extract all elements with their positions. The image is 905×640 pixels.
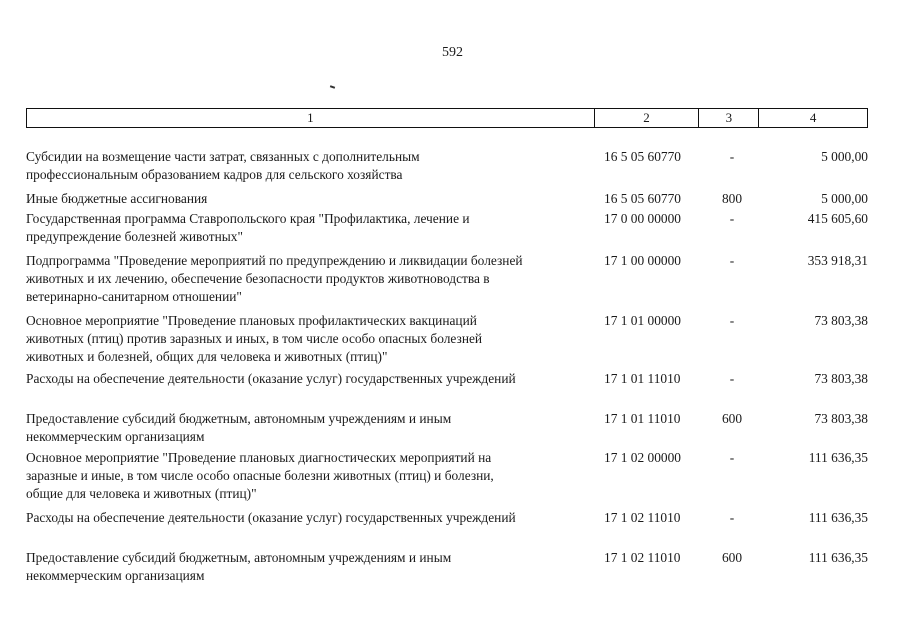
row-amount: 415 605,60 (807, 211, 868, 226)
row-code: 17 1 02 00000 (604, 450, 681, 465)
row-amount: 111 636,35 (808, 550, 868, 565)
row-type: - (729, 253, 735, 268)
row-type: - (729, 450, 735, 465)
header-col-1: 1 (27, 109, 595, 127)
row-type: - (729, 313, 735, 328)
row-code: 17 1 02 11010 (604, 510, 681, 525)
row-name: Основное мероприятие "Проведение плановых профилактических вакцинаций животных (птиц) против заразных и иных, в том числе особо опасных болезней животных и болезней, общих для человека и животных (птиц)" (26, 313, 483, 364)
row-code: 17 1 00 00000 (604, 253, 681, 268)
row-code: 17 1 02 11010 (604, 550, 681, 565)
row-code: 17 1 01 00000 (604, 313, 681, 328)
row-code: 17 0 00 00000 (604, 211, 681, 226)
row-code: 16 5 05 60770 (604, 149, 681, 164)
budget-table (26, 108, 868, 583)
page-number: 592 (442, 45, 463, 60)
row-name: Расходы на обеспечение деятельности (оказание услуг) государственных учреждений (26, 510, 516, 525)
header-col-2: 2 (595, 109, 700, 127)
row-amount: 73 803,38 (814, 371, 868, 386)
row-name: Расходы на обеспечение деятельности (оказание услуг) государственных учреждений (26, 371, 516, 386)
row-type: - (729, 149, 735, 164)
row-code: 17 1 01 11010 (604, 371, 681, 386)
row-amount: 73 803,38 (814, 411, 868, 426)
row-amount: 5 000,00 (821, 149, 868, 164)
header-col-3: 3 (699, 109, 759, 127)
row-type: - (729, 211, 735, 226)
row-amount: 353 918,31 (807, 253, 868, 268)
row-type: 600 (721, 550, 743, 565)
row-amount: 111 636,35 (808, 450, 868, 465)
row-name: Предоставление субсидий бюджетным, автономным учреждениям и иным некоммерческим организациям (26, 550, 452, 583)
row-amount: 5 000,00 (821, 191, 868, 206)
row-type: 800 (721, 191, 743, 206)
row-amount: 111 636,35 (808, 510, 868, 525)
row-name: Предоставление субсидий бюджетным, автономным учреждениям и иным некоммерческим организациям (26, 411, 452, 444)
row-name: Иные бюджетные ассигнования (26, 191, 208, 206)
row-type: - (729, 510, 735, 525)
row-type: - (729, 371, 735, 386)
row-name: Субсидии на возмещение части затрат, связанных с дополнительным профессиональным образованием кадров для сельского хозяйства (26, 149, 420, 182)
row-name: Основное мероприятие "Проведение плановых диагностических мероприятий на заразные и иные, в том числе особо опасные болезни животных (птиц) и болезни, общие для человека и животных (птиц)" (26, 450, 494, 501)
row-code: 17 1 01 11010 (604, 411, 681, 426)
table-header-row (26, 108, 868, 128)
scan-speck (330, 85, 335, 89)
row-code: 16 5 05 60770 (604, 191, 681, 206)
row-type: 600 (721, 411, 743, 426)
row-amount: 73 803,38 (814, 313, 868, 328)
row-name: Подпрограмма "Проведение мероприятий по предупреждению и ликвидации болезней животных и их лечению, обеспечение безопасности продуктов животноводства в ветеринарно-санитарном отношении" (26, 253, 523, 304)
header-col-4: 4 (809, 110, 817, 125)
row-name: Государственная программа Ставропольского края "Профилактика, лечение и предупреждение болезней животных" (26, 211, 470, 244)
